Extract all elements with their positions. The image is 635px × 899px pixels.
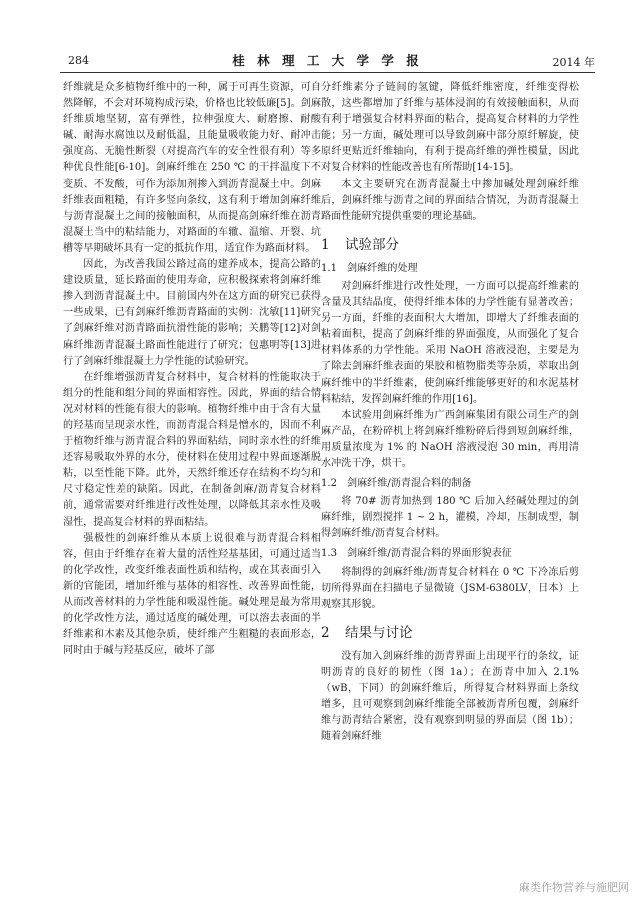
section-heading	[321, 623, 579, 643]
journal-title: 桂 林 理 工 大 学 学 报	[232, 53, 423, 68]
watermark: 麻类作物营养与施肥网	[519, 881, 629, 894]
page-number: 284	[68, 54, 89, 67]
right-column	[321, 80, 579, 745]
heading-number: 1.3	[321, 548, 338, 560]
heading-number: 1	[321, 236, 330, 253]
body-paragraph: 在纤维增强沥青复合材料中，复合材料的性能取决于组分的性能和组分间的界面相容性。因此，界面的结合情况对材料的性能有很大的影响。植物纤维中由于含有大量的羟基而呈现亲水性，而沥青混合料是憎水的，因而不利于植物纤维与沥青混合料的界面粘结，同时亲水性的纤维还容易吸取外界的水分，使材料在使用过程中界面逐渐脱粘，以至性能下降。此外，天然纤维还存在结构不均匀和尺寸稳定性差的缺陷。因此，在制备剑麻/沥青复合材料前，通常需要对纤维进行改性处理，以降低其亲水性及吸湿性，提高复合材料的界面粘结。	[63, 371, 321, 528]
heading-number: 1.1	[321, 262, 338, 274]
body-paragraph: 因此，为改善我国公路过高的建养成本，提高公路的建设质量，延长路面的使用寿命，应积极探索将剑麻纤维掺入到沥青混凝土中。目前国内外在这方面的研究已获得一些成果，已有剑麻纤维沥青路面的实例：沈敏[11]研究了剑麻纤维对沥青路面抗滑性能的影响；关鹏等[12]对剑麻纤维沥青混凝土路面性能进行了研究；包惠明等[13]进行了剑麻纤维混凝土力学性能的试验研究。	[63, 259, 321, 367]
heading-title: 试验部分	[345, 236, 399, 253]
subsection-heading	[321, 546, 579, 562]
heading-title: 剑麻纤维的处理	[347, 262, 418, 274]
body-paragraph: 本文主要研究在沥青混凝土中掺加碱处理剑麻纤维后，剑麻纤维与沥青之间的界面结合情况，为沥青混凝土路面性能研究提供重要的理论基础。	[321, 178, 579, 222]
header-rule	[60, 72, 595, 73]
body-paragraph: 本试验用剑麻纤维为广西剑麻集团有限公司生产的剑麻产品，在粉碎机上将剑麻纤维粉碎后得到短剑麻纤维，用质量浓度为 1% 的 NaOH 溶液浸泡 30 min，再用清水冲洗干净，烘干。	[321, 409, 579, 469]
left-column	[63, 80, 321, 659]
body-paragraph: 对剑麻纤维进行改性处理，一方面可以提高纤维素的含量及其结晶度，使得纤维本体的力学性能有显著改善；另一方面，纤维的表面积大大增加，即增大了纤维表面的粘着面积，提高了剑麻纤维的界面强度，从而强化了复合材料体系的力学性能。采用 NaOH 溶液浸泡，主要是为了除去剑麻纤维表面的果胶和植物脂类等杂质，萃取出剑麻纤维中的半纤维素，使剑麻纤维能够更好的和水泥基材料粘结，发挥剑麻纤维的作用[16]。	[321, 280, 579, 405]
heading-title: 剑麻纤维/沥青混合料的制备	[347, 478, 472, 490]
heading-number: 1.2	[321, 478, 338, 490]
running-header	[60, 46, 595, 68]
body-paragraph: 强极性的剑麻纤维从本质上说很难与沥青混合料相容，但由于纤维存在着大量的活性羟基基团，可通过适当的化学改性，改变纤维表面性质和结构，或在其表面引入新的官能团，增加纤维与基体的相容性、改善界面性能，从而改善材料的力学性能和吸湿性能。碱处理是最为常用的化学改性方法，通过适度的碱处理，可以溶去表面的半纤维素和木素及其他杂质，使纤维产生粗糙的表面形态，同时由于碱与羟基反应，破坏了部	[63, 532, 321, 657]
section-heading	[321, 235, 579, 255]
body-paragraph: 没有加入剑麻纤维的沥青界面上出现平行的条纹，证明沥青的良好的韧性（图 1a）；在沥青中加入 2.1%（wB，下同）的剑麻纤维后，所得复合材料界面上条纹增多，且可观察到剑麻纤维能全部被沥青所包覆，剑麻纤维与沥青结合紧密，没有观察到明显的界面层（图 1b）；随着剑麻纤维	[321, 650, 579, 743]
body-paragraph: 纤维就是众多植物纤维中的一种，属于可再生资源，可自然降解，不会对环境构成污染，价格也比较低廉[5]。剑麻纤维质地坚韧，富有弹性，拉伸强度大、耐磨擦、耐酸碱、耐海水腐蚀以及耐低温，且能量吸收能力好、耐冲击强度高、无脆性断裂（对提高汽车的安全性很有利）等多种优良性能[6-10]。剑麻纤维在 250 ℃ 的干拌温度下不变质、不发酸，可作为添加剂掺入到沥青混凝土中。剑麻纤维表面粗糙，有许多竖向条纹，这有利于增加剑麻纤维与沥青混凝土之间的接触面积，从而提高剑麻纤维在沥青混凝土当中的粘结能力，对路面的车辙、温缩、开裂、坑槽等早期破坏具有一定的抵抗作用，适宜作为路面材料。	[63, 82, 321, 254]
heading-title: 结果与讨论	[345, 624, 413, 641]
publication-year: 2014 年	[552, 56, 595, 69]
body-paragraph: 将制得的剑麻纤维/沥青复合材料在 0 ℃ 下冷冻后剪切所得界面在扫描电子显微镜（JSM-6380LV，日本）上观察其形貌。	[321, 566, 579, 610]
body-paragraph: 将 70# 沥青加热到 180 ℃ 后加入经碱处理过的剑麻纤维，剧烈搅拌 1 ~ 2 h，灌模，冷却，压制成型，制得剑麻纤维/沥青复合材料。	[321, 496, 579, 540]
body-paragraph: 分纤维素分子链间的氢键，降低纤维密度，纤维变得松散，这些都增加了纤维与基体浸润的有效接触面积，从而有利于增强复合材料界面的粘合，提高复合材料的力学性能；另一方面，碱处理可以导致剑麻中部分原纤解旋，使原纤更贴近纤维轴向，有利于提高纤维的弹性模量，因此对复合材料的性能改善也有所帮助[14-15]。	[321, 82, 579, 174]
subsection-heading	[321, 261, 579, 277]
heading-title: 剑麻纤维/沥青混合料的界面形貌表征	[347, 548, 512, 560]
subsection-heading	[321, 476, 579, 492]
heading-number: 2	[321, 624, 330, 641]
